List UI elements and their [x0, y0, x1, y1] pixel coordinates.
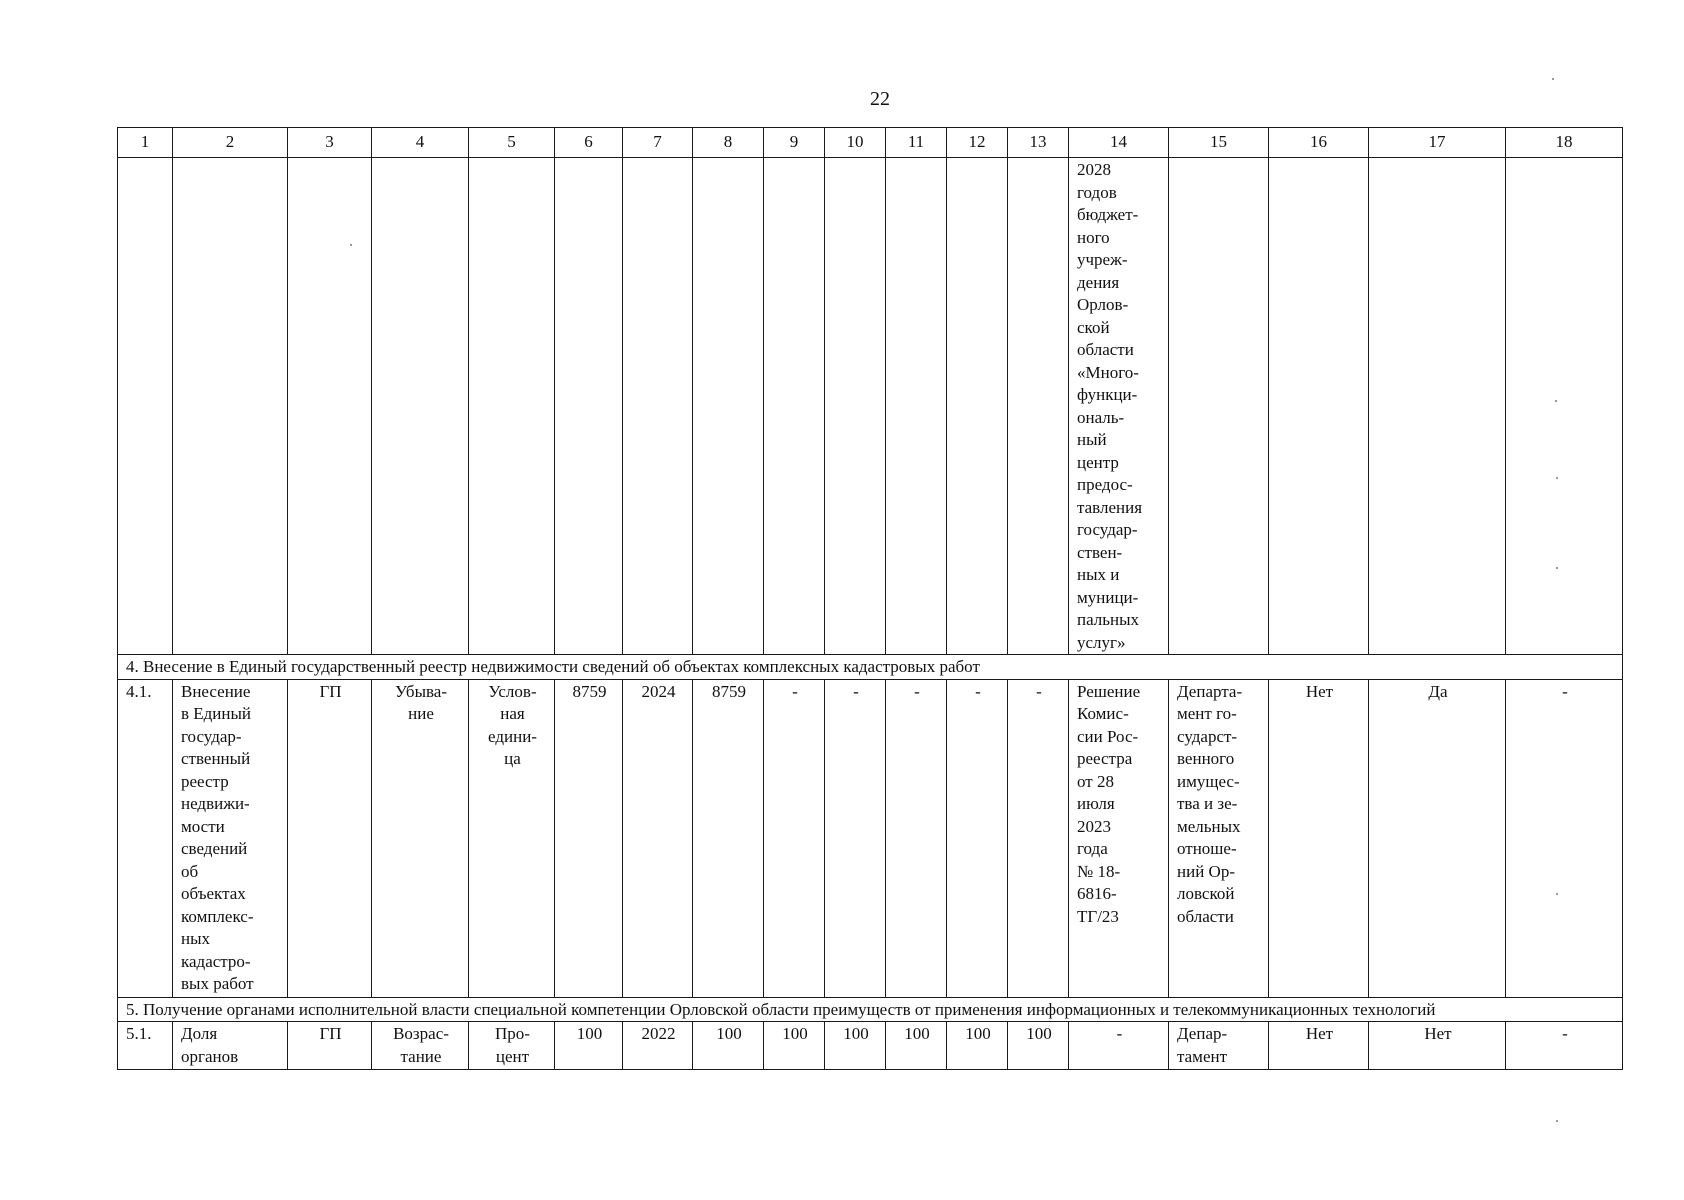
value-cell: -: [764, 679, 825, 997]
trend-direction: Убыва- ние: [372, 679, 469, 997]
column-number-row: [118, 128, 1623, 158]
table-cell: [1369, 158, 1506, 655]
column-number: 9: [764, 128, 825, 158]
value-cell: -: [947, 679, 1008, 997]
table-cell: [764, 158, 825, 655]
table-cell: [555, 158, 623, 655]
scan-speck: [1555, 400, 1557, 402]
value-cell: 100: [886, 1022, 947, 1070]
column-number: 16: [1269, 128, 1369, 158]
row-number: 5.1.: [118, 1022, 173, 1070]
basis-continuation-text: 2028 годов бюджет- ного учреж- дения Орлов- ской области «Много- функци- ональ- ный центр предос- тавления государ- ствен- ных и муници- пальных услуг»: [1069, 158, 1169, 655]
basis-document: -: [1069, 1022, 1169, 1070]
table-cell: [1506, 158, 1623, 655]
scan-speck: [1556, 477, 1558, 479]
unit-of-measure: Про- цент: [469, 1022, 555, 1070]
flag-cell: Да: [1369, 679, 1506, 997]
table-cell: [693, 158, 764, 655]
base-year: 2024: [623, 679, 693, 997]
flag-cell: Нет: [1269, 679, 1369, 997]
base-year: 2022: [623, 1022, 693, 1070]
table-cell: [825, 158, 886, 655]
section-4-title: 4. Внесение в Единый государственный реестр недвижимости сведений об объектах комплексных кадастровых работ: [118, 655, 1623, 680]
section-5-title: 5. Получение органами исполнительной власти специальной компетенции Орловской области преимуществ от применения информационных и телекоммуникационных технологий: [118, 997, 1623, 1022]
indicator-name: Доля органов: [173, 1022, 288, 1070]
value-cell: 100: [764, 1022, 825, 1070]
column-number: 8: [693, 128, 764, 158]
trend-direction: Возрас- тание: [372, 1022, 469, 1070]
scan-speck: [350, 244, 352, 246]
section-header-row: [118, 655, 1623, 680]
table-cell: [372, 158, 469, 655]
value-cell: 100: [947, 1022, 1008, 1070]
value-cell: -: [886, 679, 947, 997]
scan-speck: [1556, 567, 1558, 569]
column-number: 1: [118, 128, 173, 158]
scan-speck: [1556, 1120, 1558, 1122]
column-number: 5: [469, 128, 555, 158]
column-number: 12: [947, 128, 1008, 158]
table-cell: [1269, 158, 1369, 655]
table-cell: [118, 158, 173, 655]
column-number: 7: [623, 128, 693, 158]
value-cell: 100: [825, 1022, 886, 1070]
scan-speck: [1556, 893, 1558, 895]
base-value: 8759: [555, 679, 623, 997]
column-number: 2: [173, 128, 288, 158]
column-number: 17: [1369, 128, 1506, 158]
column-number: 14: [1069, 128, 1169, 158]
column-number: 18: [1506, 128, 1623, 158]
flag-cell: Нет: [1269, 1022, 1369, 1070]
table-cell: [623, 158, 693, 655]
indicator-level: ГП: [288, 679, 372, 997]
table-row: [118, 679, 1623, 997]
note-cell: -: [1506, 1022, 1623, 1070]
page-number: 22: [870, 88, 890, 110]
value-cell: 8759: [693, 679, 764, 997]
table-cell: [1169, 158, 1269, 655]
basis-document: Решение Комис- сии Рос- реестра от 28 июля 2023 года № 18- 6816- ТГ/23: [1069, 679, 1169, 997]
column-number: 15: [1169, 128, 1269, 158]
table-cell: [886, 158, 947, 655]
table-cell: [173, 158, 288, 655]
continuation-row: [118, 158, 1623, 655]
indicator-name: Внесение в Единый государ- ственный реестр недвижи- мости сведений об объектах комплекс- ных кадастро- вых работ: [173, 679, 288, 997]
value-cell: 100: [693, 1022, 764, 1070]
row-number: 4.1.: [118, 679, 173, 997]
column-number: 13: [1008, 128, 1069, 158]
indicators-table: [117, 127, 1623, 1070]
responsible-body: Депар- тамент: [1169, 1022, 1269, 1070]
scan-speck: [1552, 78, 1554, 80]
column-number: 10: [825, 128, 886, 158]
table-cell: [469, 158, 555, 655]
unit-of-measure: Услов- ная едини- ца: [469, 679, 555, 997]
table-cell: [1008, 158, 1069, 655]
value-cell: -: [1008, 679, 1069, 997]
value-cell: 100: [1008, 1022, 1069, 1070]
column-number: 3: [288, 128, 372, 158]
column-number: 6: [555, 128, 623, 158]
table-cell: [947, 158, 1008, 655]
section-header-row: [118, 997, 1623, 1022]
column-number: 11: [886, 128, 947, 158]
note-cell: -: [1506, 679, 1623, 997]
flag-cell: Нет: [1369, 1022, 1506, 1070]
table-row: [118, 1022, 1623, 1070]
responsible-body: Департа- мент го- сударст- венного имущес- тва и зе- мельных отноше- ний Ор- ловской области: [1169, 679, 1269, 997]
base-value: 100: [555, 1022, 623, 1070]
table-cell: [288, 158, 372, 655]
value-cell: -: [825, 679, 886, 997]
indicator-level: ГП: [288, 1022, 372, 1070]
column-number: 4: [372, 128, 469, 158]
